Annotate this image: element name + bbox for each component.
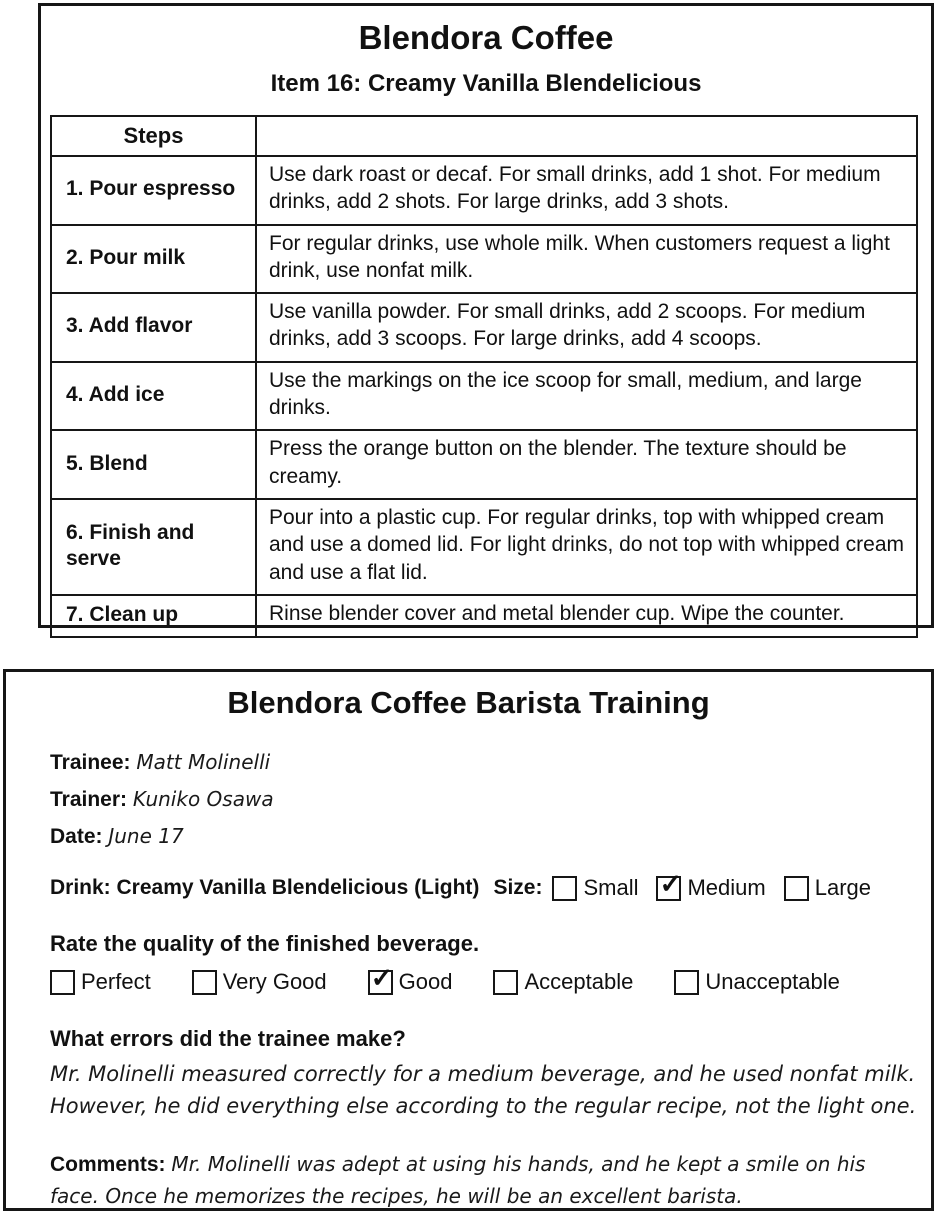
step-instructions: Pour into a plastic cup. For regular drinks, top with whipped cream and use a domed lid. For light drinks, do not top with whipped cream and use a flat lid. <box>256 499 917 595</box>
trainer-label: Trainer: <box>50 788 128 811</box>
table-row <box>51 362 917 431</box>
steps-column-header: Steps <box>51 116 256 156</box>
errors-text: Mr. Molinelli measured correctly for a medium beverage, and he used nonfat milk. However, he did everything else according to the regular recipe, not the light one. <box>50 1062 917 1118</box>
size-option-large <box>784 875 871 901</box>
step-name: 6. Finish and serve <box>51 499 256 595</box>
small-checkbox[interactable] <box>552 876 577 901</box>
table-row <box>51 293 917 362</box>
perfect-checkbox[interactable] <box>50 970 75 995</box>
step-name: 7. Clean up <box>51 595 256 637</box>
table-row <box>51 156 917 225</box>
recipe-card <box>38 3 934 628</box>
trainee-value: Matt Molinelli <box>136 750 271 774</box>
training-form-content <box>50 750 917 1212</box>
step-name: 3. Add flavor <box>51 293 256 362</box>
date-value: June 17 <box>108 824 184 848</box>
size-option-label: Small <box>583 875 639 900</box>
step-instructions: Rinse blender cover and metal blender cup. Wipe the counter. <box>256 595 917 637</box>
size-label: Size: <box>493 876 543 899</box>
size-option-label: Large <box>814 875 871 900</box>
instructions-column-header-empty <box>256 116 917 156</box>
quality-option-very-good <box>192 969 327 995</box>
good-checkbox[interactable] <box>368 962 394 995</box>
size-option-label: Medium <box>687 875 766 900</box>
errors-heading: What errors did the trainee make? <box>50 1026 406 1051</box>
table-row <box>51 595 917 637</box>
quality-option-label: Unacceptable <box>705 969 840 994</box>
quality-option-label: Good <box>398 969 453 994</box>
trainer-value: Kuniko Osawa <box>132 787 274 811</box>
step-name: 2. Pour milk <box>51 225 256 294</box>
quality-option-perfect <box>50 969 151 995</box>
unacceptable-checkbox[interactable] <box>674 970 699 995</box>
step-instructions: Use the markings on the ice scoop for small, medium, and large drinks. <box>256 362 917 431</box>
step-name: 5. Blend <box>51 430 256 499</box>
training-form-title: Blendora Coffee Barista Training <box>227 685 710 720</box>
checkmark-icon: ✓ <box>370 962 394 993</box>
acceptable-checkbox[interactable] <box>493 970 518 995</box>
table-row <box>51 499 917 595</box>
step-instructions: Use vanilla powder. For small drinks, add 2 scoops. For medium drinks, add 3 scoops. For large drinks, add 4 scoops. <box>256 293 917 362</box>
table-row <box>51 430 917 499</box>
steps-table <box>50 115 918 638</box>
size-option-medium <box>656 868 766 901</box>
steps-header-row <box>51 116 917 156</box>
step-name: 1. Pour espresso <box>51 156 256 225</box>
step-instructions: Use dark roast or decaf. For small drinks, add 1 shot. For medium drinks, add 2 shots. For large drinks, add 3 shots. <box>256 156 917 225</box>
step-name: 4. Add ice <box>51 362 256 431</box>
trainee-label: Trainee: <box>50 751 131 774</box>
size-option-small <box>552 875 638 901</box>
quality-heading: Rate the quality of the finished beverage. <box>50 931 480 956</box>
step-instructions: For regular drinks, use whole milk. When customers request a light drink, use nonfat milk. <box>256 225 917 294</box>
recipe-subtitle: Item 16: Creamy Vanilla Blendelicious <box>270 70 702 97</box>
quality-option-unacceptable <box>674 969 840 995</box>
quality-options-row <box>50 962 917 995</box>
quality-option-acceptable <box>493 969 633 995</box>
comments-paragraph <box>50 1149 917 1212</box>
quality-option-label: Perfect <box>81 969 151 994</box>
very-good-checkbox[interactable] <box>192 970 217 995</box>
date-label: Date: <box>50 825 103 848</box>
training-form-card <box>3 669 934 1211</box>
recipe-title: Blendora Coffee <box>358 19 614 56</box>
medium-checkbox[interactable] <box>656 868 683 901</box>
step-instructions: Press the orange button on the blender. The texture should be creamy. <box>256 430 917 499</box>
drink-label: Drink: Creamy Vanilla Blendelicious (Light) <box>50 876 480 899</box>
trainer-line <box>50 787 917 812</box>
table-row <box>51 225 917 294</box>
quality-option-label: Very Good <box>222 969 327 994</box>
drink-size-row <box>50 868 917 901</box>
checkmark-icon: ✓ <box>659 868 683 899</box>
quality-option-label: Acceptable <box>524 969 634 994</box>
trainee-line <box>50 750 917 775</box>
date-line <box>50 824 917 849</box>
comments-text: Mr. Molinelli was adept at using his hands, and he kept a smile on his face. Once he memorizes the recipes, he will be an excellent barista. <box>50 1152 866 1208</box>
comments-label: Comments: <box>50 1153 166 1176</box>
large-checkbox[interactable] <box>784 876 809 901</box>
quality-option-good <box>368 962 453 995</box>
